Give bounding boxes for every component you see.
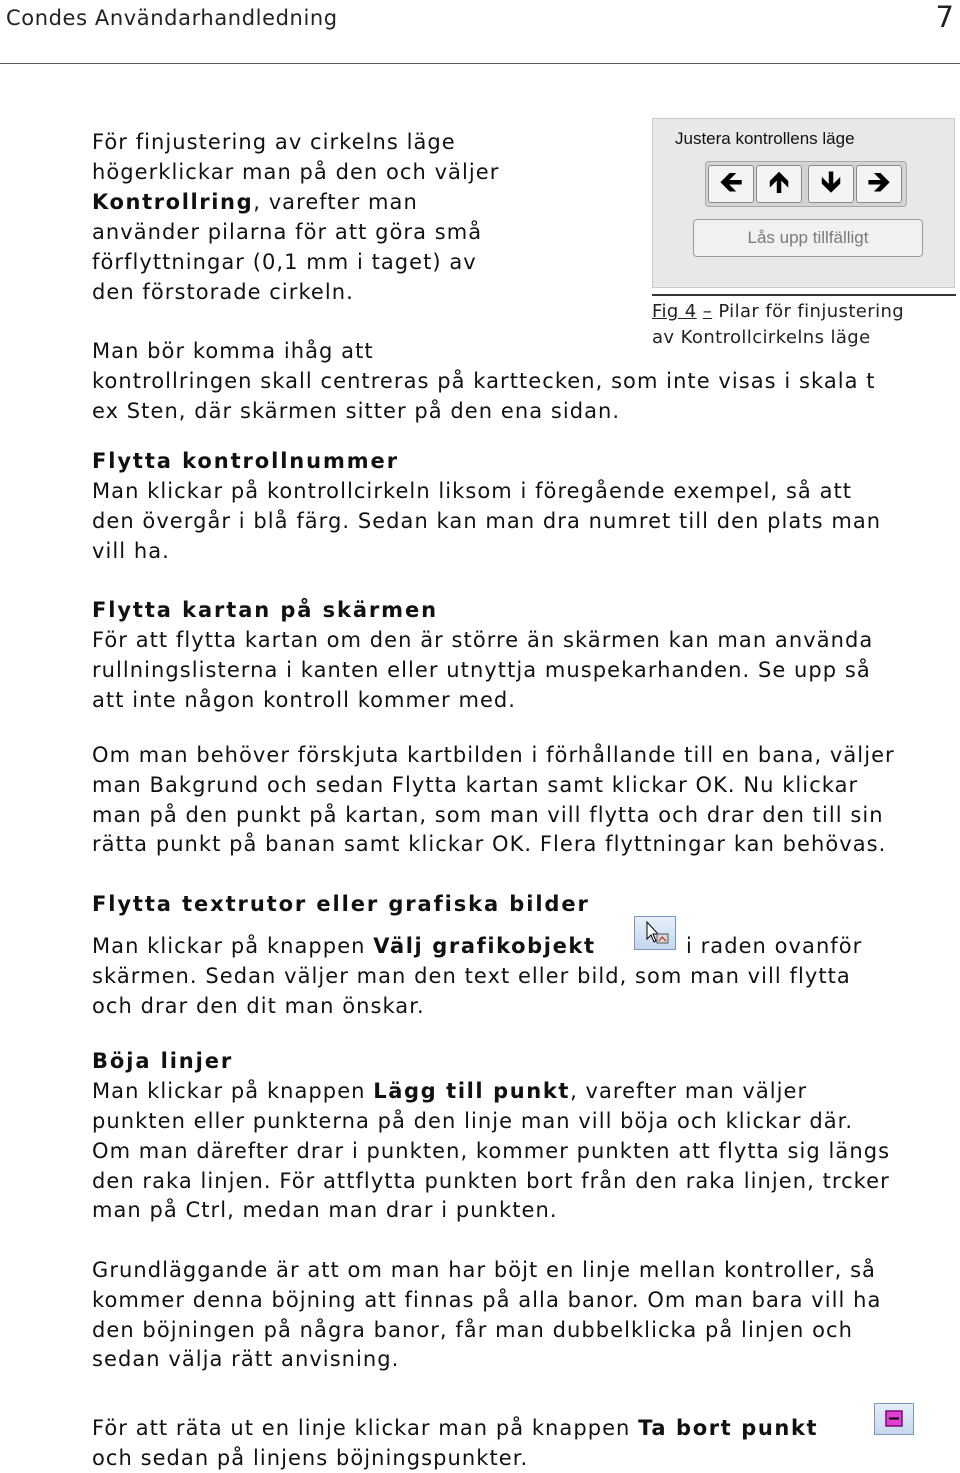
body-line: Man klickar på knappen Lägg till punkt, varefter man väljer (92, 1079, 808, 1103)
page-number: 7 (935, 0, 954, 34)
body-line: rätta punkt på banan samt klickar OK. Flera flyttningar kan behövas. (92, 832, 887, 856)
body-line: Om man därefter drar i punkten, kommer punkten att flytta sig längs (92, 1139, 891, 1163)
body-line: Man klickar på knappen Välj grafikobjekt (92, 934, 596, 958)
intro-line: kontrollringen skall centreras på karttecken, som inte visas i skala t (92, 369, 876, 393)
body-line: skärmen. Sedan väljer man den text eller bild, som man vill flytta (92, 964, 851, 988)
intro-line: För finjustering av cirkelns läge (92, 130, 456, 154)
up-arrow-icon[interactable]: 🡹 (756, 165, 802, 203)
body-line: den böjningen på några banor, får man dubbelklicka på linjen och (92, 1318, 853, 1342)
remove-point-icon[interactable] (874, 1403, 914, 1435)
body-line: Grundläggande är att om man har böjt en linje mellan kontroller, så (92, 1258, 876, 1282)
heading-bend-lines: Böja linjer (92, 1049, 234, 1073)
figure-caption (652, 299, 904, 351)
left-arrow-icon[interactable]: 🡸 (708, 165, 754, 203)
caption-line1: Pilar för finjustering (718, 301, 905, 322)
intro-line: förflyttningar (0,1 mm i taget) av (92, 250, 477, 274)
body-line: För att flytta kartan om den är större än skärmen kan man använda (92, 628, 874, 652)
body-line: Man klickar på kontrollcirkeln liksom i föregående exempel, så att (92, 479, 853, 503)
heading-move-map: Flytta kartan på skärmen (92, 598, 438, 622)
body-line: punkten eller punkterna på den linje man vill böja och klickar där. (92, 1109, 854, 1133)
body-line: och drar den dit man önskar. (92, 994, 425, 1018)
panel-title: Justera kontrollens läge (675, 129, 855, 148)
body-line: den raka linjen. För attflytta punkten bort från den raka linjen, trcker (92, 1169, 890, 1193)
body-line: rullningslisterna i kanten eller utnyttja muspekarhanden. Se upp så (92, 658, 871, 682)
unlock-temporarily-button[interactable]: Lås upp tillfälligt (693, 219, 923, 257)
body-line: den övergår i blå färg. Sedan kan man dra numret till den plats man (92, 509, 882, 533)
heading-move-control-number: Flytta kontrollnummer (92, 449, 399, 473)
header-divider (0, 63, 960, 64)
intro-line: ex Sten, där skärmen sitter på den ena sidan. (92, 399, 621, 423)
body-line: man på den punkt på kartan, som man vill flytta och drar den till sin (92, 803, 884, 827)
heading-move-textboxes: Flytta textrutor eller grafiska bilder (92, 892, 590, 916)
body-line: sedan välja rätt anvisning. (92, 1347, 400, 1371)
intro-line: den förstorade cirkeln. (92, 280, 354, 304)
body-line: kommer denna böjning att finnas på alla banor. Om man bara vill ha (92, 1288, 882, 1312)
caption-label: Fig 4 – (652, 301, 713, 322)
intro-line: högerklickar man på den och väljer (92, 160, 500, 184)
arrow-button-group (705, 161, 907, 207)
body-line: att inte någon kontroll kommer med. (92, 688, 517, 712)
body-line: man på Ctrl, medan man drar i punkten. (92, 1198, 558, 1222)
right-arrow-icon[interactable]: 🡺 (856, 165, 902, 203)
body-line: Om man behöver förskjuta kartbilden i förhållande till en bana, väljer (92, 743, 895, 767)
body-line: och sedan på linjens böjningspunkter. (92, 1446, 529, 1470)
body-line: För att räta ut en linje klickar man på knappen Ta bort punkt (92, 1416, 819, 1440)
intro-line: Kontrollring, varefter man (92, 190, 418, 214)
body-line: vill ha. (92, 539, 170, 563)
down-arrow-icon[interactable]: 🡻 (808, 165, 854, 203)
adjust-control-panel-figure (652, 118, 955, 288)
document-title: Condes Användarhandledning (6, 6, 338, 30)
figure-divider (652, 294, 956, 296)
select-graphic-object-icon[interactable] (634, 916, 676, 950)
body-line: i raden ovanför (686, 934, 863, 958)
intro-line: Man bör komma ihåg att (92, 339, 374, 363)
body-line: man Bakgrund och sedan Flytta kartan samt klickar OK. Nu klickar (92, 773, 859, 797)
intro-line: använder pilarna för att göra små (92, 220, 483, 244)
caption-line2: av Kontrollcirkelns läge (652, 327, 871, 348)
